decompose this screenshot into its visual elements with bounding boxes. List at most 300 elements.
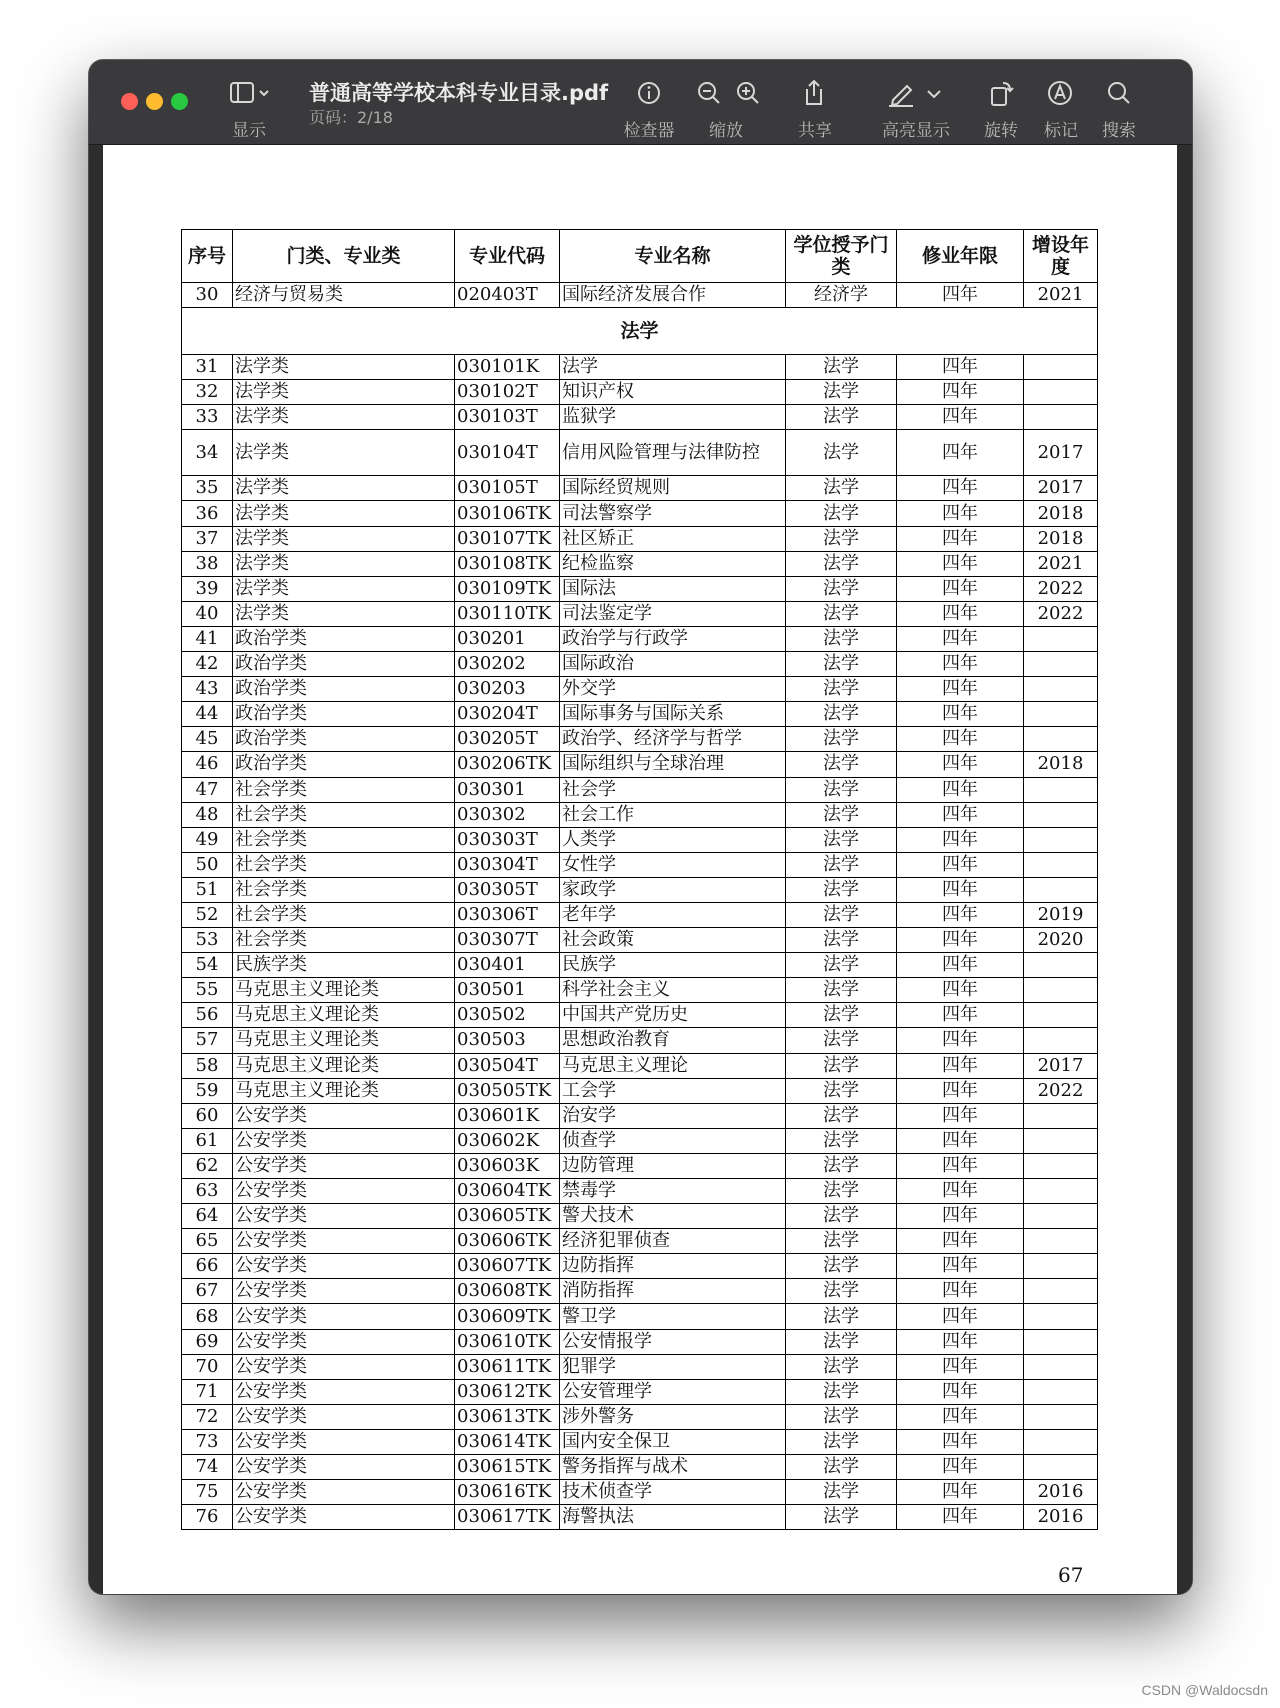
cell-duration: 四年 <box>897 476 1024 501</box>
cell-code: 030101K <box>455 355 560 380</box>
cell-duration: 四年 <box>897 827 1024 852</box>
cell-name: 老年学 <box>560 902 786 927</box>
cell-degree: 法学 <box>786 677 897 702</box>
cell-degree: 法学 <box>786 430 897 476</box>
cell-year-added: 2018 <box>1024 752 1098 777</box>
cell-category: 社会学类 <box>233 827 455 852</box>
zoom-button[interactable] <box>171 93 188 110</box>
cell-code: 030201 <box>455 626 560 651</box>
cell-year-added: 2020 <box>1024 928 1098 953</box>
cell-year-added <box>1024 827 1098 852</box>
cell-degree: 法学 <box>786 1429 897 1454</box>
table-row <box>182 652 1098 677</box>
table-row <box>182 1078 1098 1103</box>
table-row <box>182 1053 1098 1078</box>
cell-year-added <box>1024 1028 1098 1053</box>
table-row <box>182 1379 1098 1404</box>
cell-category: 法学类 <box>233 601 455 626</box>
cell-duration: 四年 <box>897 501 1024 526</box>
cell-category: 政治学类 <box>233 626 455 651</box>
header-category: 门类、专业类 <box>233 230 455 283</box>
cell-degree: 法学 <box>786 978 897 1003</box>
cell-year-added <box>1024 626 1098 651</box>
cell-code: 030613TK <box>455 1404 560 1429</box>
cell-index: 37 <box>182 526 233 551</box>
cell-category: 马克思主义理论类 <box>233 1053 455 1078</box>
sidebar-icon <box>229 78 273 108</box>
table-row <box>182 702 1098 727</box>
cell-code: 030206TK <box>455 752 560 777</box>
cell-year-added: 2022 <box>1024 1078 1098 1103</box>
table-row <box>182 551 1098 576</box>
cell-code: 030105T <box>455 476 560 501</box>
cell-duration: 四年 <box>897 551 1024 576</box>
cell-index: 57 <box>182 1028 233 1053</box>
cell-category: 政治学类 <box>233 677 455 702</box>
zoom-controls[interactable] <box>681 60 771 144</box>
zoom-out-icon[interactable] <box>689 78 729 108</box>
document-title: 普通高等学校本科专业目录.pdf <box>309 81 609 105</box>
header-duration: 修业年限 <box>897 230 1024 283</box>
header-index: 序号 <box>182 230 233 283</box>
cell-index: 48 <box>182 802 233 827</box>
cell-name: 纪检监察 <box>560 551 786 576</box>
cell-duration: 四年 <box>897 430 1024 476</box>
cell-degree: 法学 <box>786 1053 897 1078</box>
cell-index: 60 <box>182 1103 233 1128</box>
cell-year-added <box>1024 677 1098 702</box>
cell-duration: 四年 <box>897 1505 1024 1530</box>
cell-index: 64 <box>182 1204 233 1229</box>
cell-duration: 四年 <box>897 1229 1024 1254</box>
cell-index: 74 <box>182 1455 233 1480</box>
cell-index: 62 <box>182 1153 233 1178</box>
cell-degree: 法学 <box>786 877 897 902</box>
cell-year-added: 2022 <box>1024 576 1098 601</box>
cell-degree: 法学 <box>786 526 897 551</box>
cell-category: 法学类 <box>233 355 455 380</box>
cell-name: 女性学 <box>560 852 786 877</box>
highlight-button[interactable] <box>861 60 971 144</box>
cell-duration: 四年 <box>897 1304 1024 1329</box>
page-indicator: 页码：2/18 <box>309 108 393 127</box>
cell-duration: 四年 <box>897 526 1024 551</box>
cell-category: 法学类 <box>233 551 455 576</box>
table-header-row <box>182 230 1098 283</box>
cell-year-added <box>1024 1354 1098 1379</box>
cell-category: 经济与贸易类 <box>233 283 455 308</box>
cell-year-added <box>1024 877 1098 902</box>
cell-year-added <box>1024 777 1098 802</box>
cell-degree: 法学 <box>786 802 897 827</box>
view-label: 显示 <box>232 121 266 141</box>
cell-duration: 四年 <box>897 928 1024 953</box>
cell-year-added <box>1024 1329 1098 1354</box>
cell-category: 马克思主义理论类 <box>233 1028 455 1053</box>
major-catalog-table <box>181 229 1098 1530</box>
cell-category: 马克思主义理论类 <box>233 1003 455 1028</box>
highlighter-icon <box>881 78 921 108</box>
cell-code: 030617TK <box>455 1505 560 1530</box>
cell-degree: 法学 <box>786 1279 897 1304</box>
cell-code: 030610TK <box>455 1329 560 1354</box>
cell-name: 科学社会主义 <box>560 978 786 1003</box>
cell-code: 030305T <box>455 877 560 902</box>
cell-duration: 四年 <box>897 1003 1024 1028</box>
cell-degree: 法学 <box>786 1329 897 1354</box>
cell-degree: 法学 <box>786 551 897 576</box>
search-button[interactable] <box>1089 60 1149 144</box>
cell-code: 030607TK <box>455 1254 560 1279</box>
cell-name: 社会工作 <box>560 802 786 827</box>
cell-duration: 四年 <box>897 877 1024 902</box>
cell-name: 边防管理 <box>560 1153 786 1178</box>
cell-year-added <box>1024 953 1098 978</box>
cell-degree: 法学 <box>786 601 897 626</box>
cell-duration: 四年 <box>897 1204 1024 1229</box>
cell-name: 犯罪学 <box>560 1354 786 1379</box>
cell-index: 34 <box>182 430 233 476</box>
cell-name: 禁毒学 <box>560 1179 786 1204</box>
cell-name: 社会政策 <box>560 928 786 953</box>
cell-degree: 法学 <box>786 501 897 526</box>
cell-name: 民族学 <box>560 953 786 978</box>
cell-index: 70 <box>182 1354 233 1379</box>
cell-category: 公安学类 <box>233 1404 455 1429</box>
cell-code: 030612TK <box>455 1379 560 1404</box>
cell-year-added <box>1024 1003 1098 1028</box>
cell-index: 35 <box>182 476 233 501</box>
cell-duration: 四年 <box>897 902 1024 927</box>
cell-index: 39 <box>182 576 233 601</box>
cell-category: 政治学类 <box>233 752 455 777</box>
cell-index: 40 <box>182 601 233 626</box>
cell-degree: 法学 <box>786 1254 897 1279</box>
cell-index: 53 <box>182 928 233 953</box>
share-button[interactable] <box>775 60 855 144</box>
cell-name: 社会学 <box>560 777 786 802</box>
table-row <box>182 1179 1098 1204</box>
cell-index: 76 <box>182 1505 233 1530</box>
table-row <box>182 752 1098 777</box>
cell-index: 73 <box>182 1429 233 1454</box>
cell-category: 法学类 <box>233 430 455 476</box>
cell-year-added <box>1024 355 1098 380</box>
cell-index: 68 <box>182 1304 233 1329</box>
cell-name: 边防指挥 <box>560 1254 786 1279</box>
cell-year-added: 2018 <box>1024 501 1098 526</box>
cell-code: 030104T <box>455 430 560 476</box>
cell-code: 030601K <box>455 1103 560 1128</box>
cell-duration: 四年 <box>897 1078 1024 1103</box>
cell-index: 65 <box>182 1229 233 1254</box>
cell-duration: 四年 <box>897 1429 1024 1454</box>
table-row <box>182 1254 1098 1279</box>
cell-category: 政治学类 <box>233 702 455 727</box>
cell-name: 人类学 <box>560 827 786 852</box>
cell-index: 56 <box>182 1003 233 1028</box>
inspector-label: 检查器 <box>623 121 675 141</box>
cell-index: 54 <box>182 953 233 978</box>
cell-degree: 法学 <box>786 1128 897 1153</box>
cell-degree: 法学 <box>786 1028 897 1053</box>
cell-duration: 四年 <box>897 1053 1024 1078</box>
cell-degree: 法学 <box>786 652 897 677</box>
cell-category: 公安学类 <box>233 1254 455 1279</box>
cell-category: 公安学类 <box>233 1480 455 1505</box>
cell-degree: 法学 <box>786 1480 897 1505</box>
cell-degree: 法学 <box>786 827 897 852</box>
table-row <box>182 526 1098 551</box>
cell-degree: 法学 <box>786 1404 897 1429</box>
markup-icon <box>1040 78 1080 108</box>
table-row <box>182 978 1098 1003</box>
table-row <box>182 1028 1098 1053</box>
table-row <box>182 953 1098 978</box>
cell-year-added <box>1024 1103 1098 1128</box>
cell-category: 公安学类 <box>233 1103 455 1128</box>
cell-category: 公安学类 <box>233 1128 455 1153</box>
cell-degree: 法学 <box>786 380 897 405</box>
cell-name: 政治学、经济学与哲学 <box>560 727 786 752</box>
cell-index: 61 <box>182 1128 233 1153</box>
cell-code: 030307T <box>455 928 560 953</box>
highlight-label: 高亮显示 <box>882 121 950 141</box>
cell-year-added <box>1024 1379 1098 1404</box>
cell-degree: 法学 <box>786 1204 897 1229</box>
cell-year-added <box>1024 1254 1098 1279</box>
cell-year-added <box>1024 1179 1098 1204</box>
cell-year-added <box>1024 1304 1098 1329</box>
cell-year-added <box>1024 652 1098 677</box>
cell-category: 社会学类 <box>233 777 455 802</box>
table-row <box>182 476 1098 501</box>
markup-label: 标记 <box>1044 121 1078 141</box>
cell-duration: 四年 <box>897 677 1024 702</box>
search-icon <box>1099 78 1139 108</box>
cell-name: 法学 <box>560 355 786 380</box>
cell-name: 警犬技术 <box>560 1204 786 1229</box>
cell-name: 信用风险管理与法律防控 <box>560 430 786 476</box>
cell-code: 030604TK <box>455 1179 560 1204</box>
cell-degree: 法学 <box>786 1003 897 1028</box>
cell-duration: 四年 <box>897 355 1024 380</box>
cell-degree: 法学 <box>786 702 897 727</box>
cell-name: 工会学 <box>560 1078 786 1103</box>
share-label: 共享 <box>798 121 832 141</box>
cell-name: 警卫学 <box>560 1304 786 1329</box>
cell-name: 消防指挥 <box>560 1279 786 1304</box>
cell-degree: 法学 <box>786 1379 897 1404</box>
cell-code: 030603K <box>455 1153 560 1178</box>
cell-code: 030502 <box>455 1003 560 1028</box>
cell-index: 32 <box>182 380 233 405</box>
cell-year-added <box>1024 1128 1098 1153</box>
cell-degree: 法学 <box>786 902 897 927</box>
cell-name: 政治学与行政学 <box>560 626 786 651</box>
cell-year-added: 2016 <box>1024 1480 1098 1505</box>
cell-duration: 四年 <box>897 777 1024 802</box>
share-icon <box>794 78 834 108</box>
table-row <box>182 1153 1098 1178</box>
cell-duration: 四年 <box>897 702 1024 727</box>
cell-degree: 法学 <box>786 1103 897 1128</box>
view-menu-button[interactable] <box>219 60 279 144</box>
cell-duration: 四年 <box>897 1329 1024 1354</box>
cell-code: 030303T <box>455 827 560 852</box>
cell-year-added <box>1024 1455 1098 1480</box>
cell-duration: 四年 <box>897 1354 1024 1379</box>
cell-duration: 四年 <box>897 1455 1024 1480</box>
cell-degree: 法学 <box>786 1354 897 1379</box>
cell-category: 公安学类 <box>233 1354 455 1379</box>
cell-degree: 法学 <box>786 752 897 777</box>
section-row <box>182 308 1098 355</box>
cell-index: 66 <box>182 1254 233 1279</box>
inspector-button[interactable] <box>609 60 689 144</box>
cell-year-added <box>1024 702 1098 727</box>
table-row <box>182 1354 1098 1379</box>
cell-year-added <box>1024 978 1098 1003</box>
cell-duration: 四年 <box>897 752 1024 777</box>
info-icon <box>629 78 669 108</box>
cell-name: 司法鉴定学 <box>560 601 786 626</box>
cell-year-added: 2022 <box>1024 601 1098 626</box>
zoom-in-icon[interactable] <box>728 78 768 108</box>
cell-code: 030609TK <box>455 1304 560 1329</box>
cell-index: 47 <box>182 777 233 802</box>
cell-code: 030504T <box>455 1053 560 1078</box>
cell-category: 公安学类 <box>233 1329 455 1354</box>
cell-code: 030608TK <box>455 1279 560 1304</box>
table-row <box>182 601 1098 626</box>
cell-index: 41 <box>182 626 233 651</box>
cell-duration: 四年 <box>897 978 1024 1003</box>
cell-index: 67 <box>182 1279 233 1304</box>
chevron-down-icon[interactable] <box>919 78 949 108</box>
cell-code: 030505TK <box>455 1078 560 1103</box>
cell-year-added <box>1024 1229 1098 1254</box>
cell-category: 民族学类 <box>233 953 455 978</box>
table-row <box>182 626 1098 651</box>
cell-duration: 四年 <box>897 626 1024 651</box>
cell-degree: 法学 <box>786 405 897 430</box>
preview-window <box>89 60 1192 1594</box>
table-row <box>182 677 1098 702</box>
cell-degree: 法学 <box>786 1304 897 1329</box>
cell-year-added <box>1024 1429 1098 1454</box>
cell-duration: 四年 <box>897 652 1024 677</box>
cell-code: 030614TK <box>455 1429 560 1454</box>
cell-code: 030401 <box>455 953 560 978</box>
cell-degree: 法学 <box>786 777 897 802</box>
table-row <box>182 902 1098 927</box>
cell-index: 49 <box>182 827 233 852</box>
cell-degree: 法学 <box>786 1455 897 1480</box>
cell-index: 44 <box>182 702 233 727</box>
cell-code: 030304T <box>455 852 560 877</box>
cell-category: 公安学类 <box>233 1204 455 1229</box>
cell-name: 海警执法 <box>560 1505 786 1530</box>
cell-name: 监狱学 <box>560 405 786 430</box>
cell-name: 侦查学 <box>560 1128 786 1153</box>
cell-code: 030110TK <box>455 601 560 626</box>
header-year-added: 增设年度 <box>1024 230 1098 283</box>
titlebar <box>89 60 1192 145</box>
cell-year-added <box>1024 727 1098 752</box>
cell-code: 030301 <box>455 777 560 802</box>
cell-degree: 法学 <box>786 852 897 877</box>
page-number: 67 <box>1058 1563 1084 1587</box>
cell-category: 公安学类 <box>233 1229 455 1254</box>
cell-year-added: 2017 <box>1024 1053 1098 1078</box>
cell-code: 030205T <box>455 727 560 752</box>
cell-code: 030616TK <box>455 1480 560 1505</box>
cell-duration: 四年 <box>897 405 1024 430</box>
table-row <box>182 405 1098 430</box>
document-viewport[interactable] <box>89 145 1192 1594</box>
cell-name: 警务指挥与战术 <box>560 1455 786 1480</box>
table-row <box>182 1204 1098 1229</box>
cell-code: 030605TK <box>455 1204 560 1229</box>
cell-code: 030103T <box>455 405 560 430</box>
cell-index: 30 <box>182 283 233 308</box>
minimize-button[interactable] <box>146 93 163 110</box>
cell-duration: 四年 <box>897 1179 1024 1204</box>
search-label: 搜索 <box>1102 121 1136 141</box>
cell-category: 公安学类 <box>233 1179 455 1204</box>
cell-year-added <box>1024 1204 1098 1229</box>
cell-category: 政治学类 <box>233 652 455 677</box>
cell-duration: 四年 <box>897 1404 1024 1429</box>
cell-index: 75 <box>182 1480 233 1505</box>
cell-duration: 四年 <box>897 1153 1024 1178</box>
cell-code: 030501 <box>455 978 560 1003</box>
cell-year-added: 2017 <box>1024 476 1098 501</box>
cell-name: 知识产权 <box>560 380 786 405</box>
cell-name: 国际组织与全球治理 <box>560 752 786 777</box>
cell-category: 公安学类 <box>233 1153 455 1178</box>
cell-name: 国际事务与国际关系 <box>560 702 786 727</box>
cell-duration: 四年 <box>897 1379 1024 1404</box>
cell-index: 71 <box>182 1379 233 1404</box>
cell-category: 社会学类 <box>233 802 455 827</box>
cell-duration: 四年 <box>897 576 1024 601</box>
cell-code: 030204T <box>455 702 560 727</box>
cell-name: 家政学 <box>560 877 786 902</box>
cell-duration: 四年 <box>897 380 1024 405</box>
watermark: CSDN @Waldocsdn <box>1141 1682 1268 1698</box>
cell-category: 社会学类 <box>233 877 455 902</box>
table-row <box>182 1429 1098 1454</box>
table-row <box>182 283 1098 308</box>
table-row <box>182 777 1098 802</box>
close-button[interactable] <box>121 93 138 110</box>
cell-index: 46 <box>182 752 233 777</box>
cell-category: 法学类 <box>233 476 455 501</box>
table-row <box>182 1329 1098 1354</box>
cell-name: 中国共产党历史 <box>560 1003 786 1028</box>
header-code: 专业代码 <box>455 230 560 283</box>
rotate-icon <box>981 78 1021 108</box>
cell-duration: 四年 <box>897 1254 1024 1279</box>
header-degree: 学位授予门类 <box>786 230 897 283</box>
cell-category: 法学类 <box>233 576 455 601</box>
cell-name: 技术侦查学 <box>560 1480 786 1505</box>
cell-index: 33 <box>182 405 233 430</box>
table-row <box>182 501 1098 526</box>
cell-degree: 法学 <box>786 727 897 752</box>
